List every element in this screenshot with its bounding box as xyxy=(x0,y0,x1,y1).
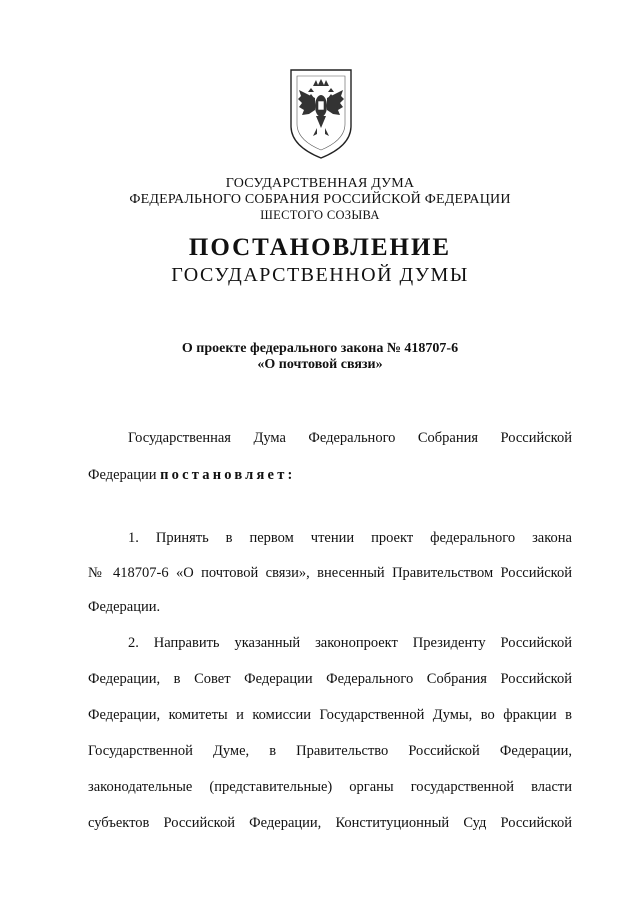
preamble-line-2-start: Федерации xyxy=(88,467,161,483)
preamble-line-2 xyxy=(88,466,572,484)
document-title: ПОСТАНОВЛЕНИЕ xyxy=(188,234,452,261)
document-subtitle: ГОСУДАРСТВЕННОЙ ДУМЫ xyxy=(171,264,469,286)
header-line-2: ФЕДЕРАЛЬНОГО СОБРАНИЯ РОССИЙСКОЙ ФЕДЕРАЦИИ xyxy=(129,192,511,207)
paragraph-2-line-3: Федерации, комитеты и комиссии Государственной Думы, во фракции в xyxy=(88,707,572,723)
paragraph-2-line-1: 2. Направить указанный законопроект Президенту Российской xyxy=(128,635,572,651)
subject-line-2: «О почтовой связи» xyxy=(257,357,383,372)
header-line-3: ШЕСТОГО СОЗЫВА xyxy=(260,208,380,222)
resolves-text: постановляет: xyxy=(160,467,296,483)
paragraph-2-line-6: субъектов Российской Федерации, Конституционный Суд Российской xyxy=(88,815,572,831)
paragraph-1-line-1: 1. Принять в первом чтении проект федерального закона xyxy=(128,530,572,546)
coat-of-arms-icon xyxy=(287,66,355,162)
paragraph-2-line-4: Государственной Думе, в Правительство Российской Федерации, xyxy=(88,743,572,759)
paragraph-2-line-2: Федерации, в Совет Федерации Федерального Собрания Российской xyxy=(88,671,572,687)
subject-line-1: О проекте федерального закона № 418707-6 xyxy=(181,341,459,356)
header-line-1: ГОСУДАРСТВЕННАЯ ДУМА xyxy=(225,176,415,191)
preamble-line-1: Государственная Дума Федерального Собрания Российской xyxy=(128,430,572,446)
paragraph-2-line-5: законодательные (представительные) органы государственной власти xyxy=(88,779,572,795)
paragraph-1-line-3: Федерации. xyxy=(88,599,161,615)
paragraph-1-line-2: № 418707-6 «О почтовой связи», внесенный Правительством Российской xyxy=(88,565,572,581)
